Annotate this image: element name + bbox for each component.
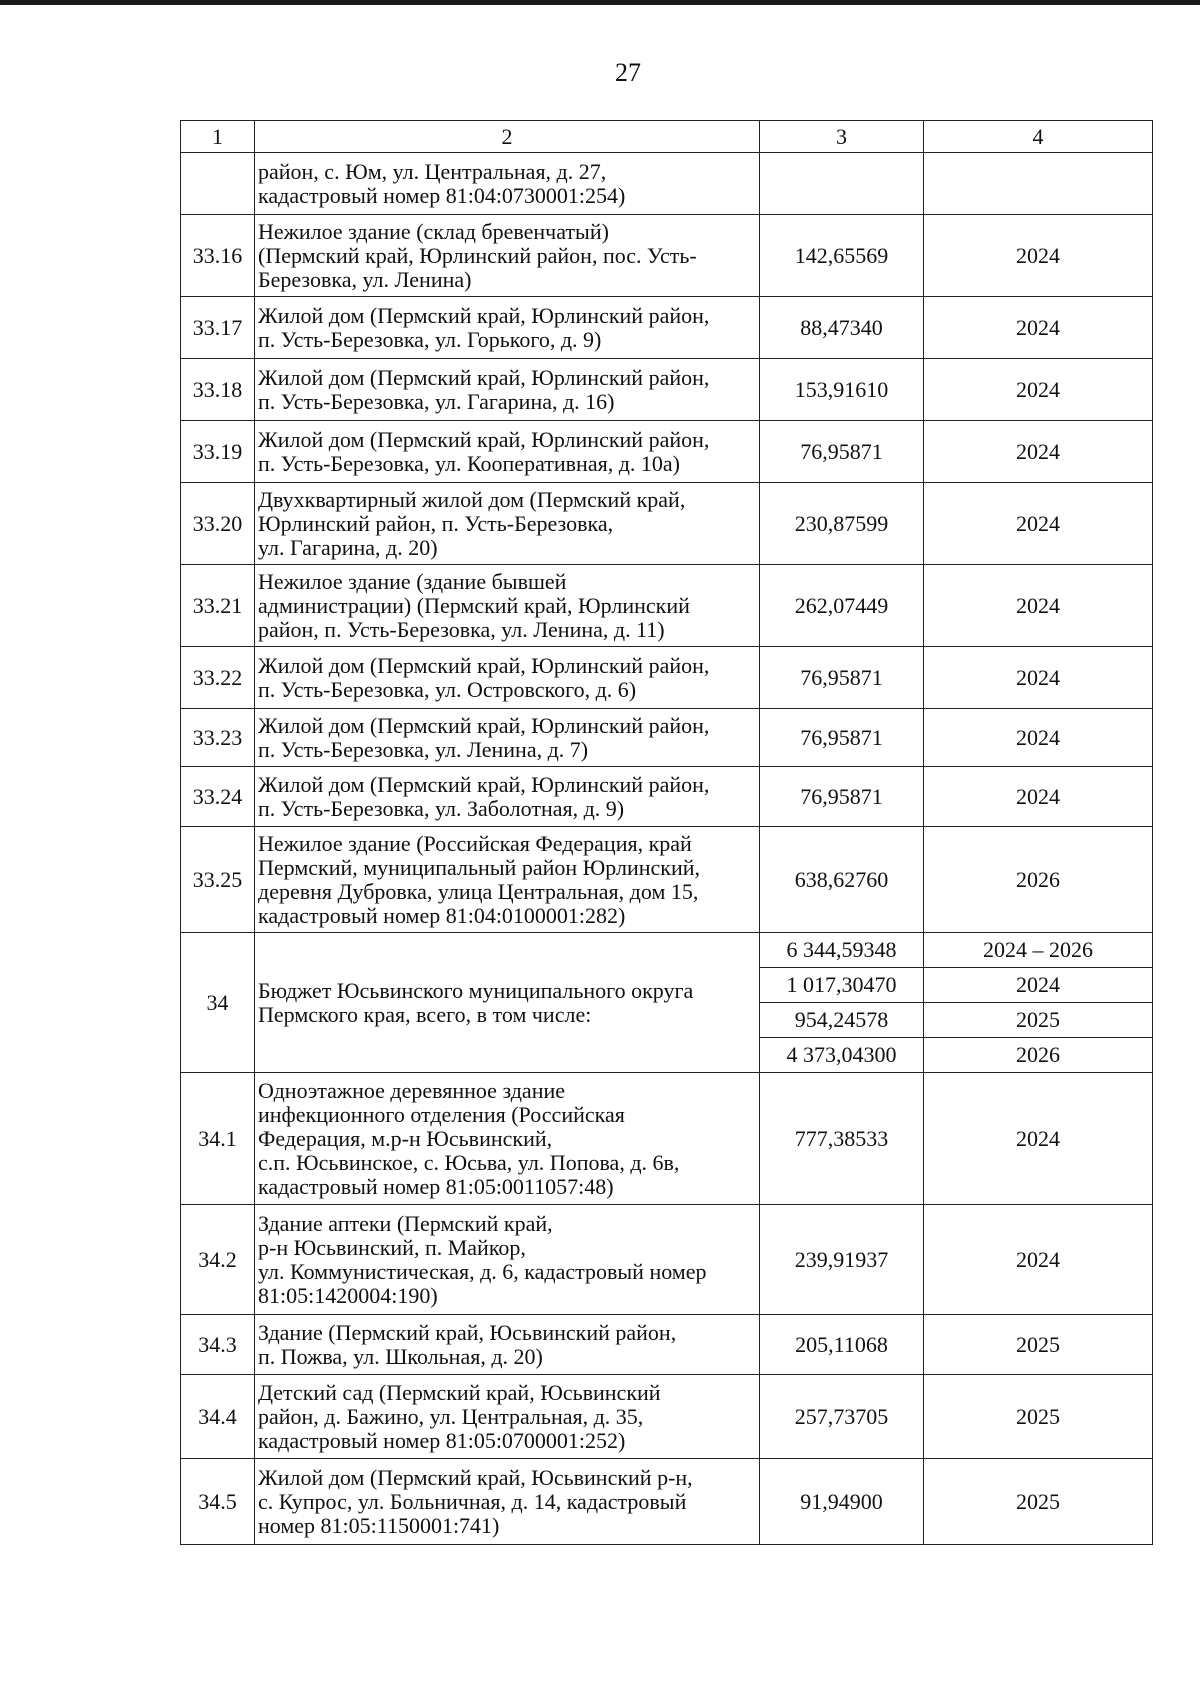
description-line: п. Усть-Березовка, ул. Островского, д. 6) xyxy=(258,676,637,702)
amount-cell: 76,95871 xyxy=(760,767,924,827)
year-cell: 2025 xyxy=(924,1375,1153,1459)
table-row xyxy=(181,709,1153,767)
description-line: с.п. Юсьвинское, с. Юсьва, ул. Попова, д. 6в, xyxy=(258,1149,680,1175)
description-line: кадастровый номер 81:05:0011057:48) xyxy=(258,1173,614,1199)
description-line: кадастровый номер 81:04:0100001:282) xyxy=(258,902,626,928)
row-number: 33.21 xyxy=(181,565,255,647)
description-cell xyxy=(255,153,760,215)
description-line: Детский сад (Пермский край, Юсьвинский xyxy=(258,1379,661,1405)
table-row xyxy=(181,1459,1153,1545)
description-line: администрации) (Пермский край, Юрлинский xyxy=(258,592,690,618)
year-cell: 2024 xyxy=(924,767,1153,827)
header-col-4: 4 xyxy=(924,121,1153,153)
description-cell xyxy=(255,827,760,933)
description-line: п. Усть-Березовка, ул. Ленина, д. 7) xyxy=(258,736,589,762)
description-cell xyxy=(255,359,760,421)
description-line: п. Пожва, ул. Школьная, д. 20) xyxy=(258,1343,543,1369)
row-number: 33.19 xyxy=(181,421,255,483)
table-row xyxy=(181,215,1153,297)
description-line: р-н Юсьвинский, п. Майкор, xyxy=(258,1234,526,1260)
table-row xyxy=(181,1375,1153,1459)
description-cell xyxy=(255,933,760,1073)
description-line: с. Купрос, ул. Больничная, д. 14, кадастровый xyxy=(258,1488,687,1514)
year-cell: 2025 xyxy=(924,1459,1153,1545)
description-line: п. Усть-Березовка, ул. Горького, д. 9) xyxy=(258,326,602,352)
row-number: 33.17 xyxy=(181,297,255,359)
table-row xyxy=(181,647,1153,709)
description-cell xyxy=(255,647,760,709)
amount-cell: 262,07449 xyxy=(760,565,924,647)
table-row xyxy=(181,1205,1153,1315)
table-row xyxy=(181,483,1153,565)
header-col-3: 3 xyxy=(760,121,924,153)
description-line: деревня Дубровка, улица Центральная, дом 15, xyxy=(258,878,699,904)
amount-cell: 91,94900 xyxy=(760,1459,924,1545)
row-number: 33.22 xyxy=(181,647,255,709)
row-number: 33.16 xyxy=(181,215,255,297)
property-table xyxy=(180,120,1153,1545)
description-line: Жилой дом (Пермский край, Юрлинский район, xyxy=(258,302,710,328)
description-line: ул. Коммунистическая, д. 6, кадастровый номер xyxy=(258,1258,707,1284)
description-line: Пермский, муниципальный район Юрлинский, xyxy=(258,854,700,880)
row-number: 33.18 xyxy=(181,359,255,421)
description-line: район, д. Бажино, ул. Центральная, д. 35, xyxy=(258,1403,644,1429)
description-line: Пермского края, всего, в том числе: xyxy=(258,1001,592,1027)
description-line: Жилой дом (Пермский край, Юсьвинский р-н, xyxy=(258,1464,693,1490)
description-cell xyxy=(255,1375,760,1459)
description-cell xyxy=(255,421,760,483)
row-number: 34.4 xyxy=(181,1375,255,1459)
amount-cell xyxy=(760,153,924,215)
year-cell: 2024 xyxy=(924,968,1153,1003)
description-line: п. Усть-Березовка, ул. Заболотная, д. 9) xyxy=(258,795,625,821)
amount-cell: 638,62760 xyxy=(760,827,924,933)
row-number: 34.5 xyxy=(181,1459,255,1545)
description-line: Одноэтажное деревянное здание xyxy=(258,1077,566,1103)
table-row xyxy=(181,153,1153,215)
description-cell xyxy=(255,215,760,297)
description-line: Березовка, ул. Ленина) xyxy=(258,266,472,292)
row-number: 34 xyxy=(181,933,255,1073)
table-row xyxy=(181,1073,1153,1205)
description-line: Жилой дом (Пермский край, Юрлинский район, xyxy=(258,771,710,797)
table-row xyxy=(181,1315,1153,1375)
amount-cell: 6 344,59348 xyxy=(760,933,924,968)
description-line: Юрлинский район, п. Усть-Березовка, xyxy=(258,510,614,536)
amount-cell: 239,91937 xyxy=(760,1205,924,1315)
table-row xyxy=(181,827,1153,933)
year-cell: 2024 xyxy=(924,1073,1153,1205)
year-cell: 2024 xyxy=(924,421,1153,483)
description-line: Здание аптеки (Пермский край, xyxy=(258,1210,553,1236)
year-cell: 2024 xyxy=(924,709,1153,767)
description-line: Нежилое здание (Российская Федерация, край xyxy=(258,830,692,856)
description-cell xyxy=(255,1315,760,1375)
description-line: Жилой дом (Пермский край, Юрлинский район, xyxy=(258,712,710,738)
amount-cell: 954,24578 xyxy=(760,1003,924,1038)
header-row xyxy=(181,121,1153,153)
description-line: 81:05:1420004:190) xyxy=(258,1282,438,1308)
year-cell: 2024 – 2026 xyxy=(924,933,1153,968)
description-cell xyxy=(255,1073,760,1205)
year-cell: 2024 xyxy=(924,359,1153,421)
page-number: 27 xyxy=(615,58,641,87)
description-line: Жилой дом (Пермский край, Юрлинский район, xyxy=(258,652,710,678)
description-cell xyxy=(255,709,760,767)
description-line: Жилой дом (Пермский край, Юрлинский район, xyxy=(258,426,710,452)
description-line: п. Усть-Березовка, ул. Кооперативная, д. 10а) xyxy=(258,450,680,476)
amount-cell: 205,11068 xyxy=(760,1315,924,1375)
amount-cell: 142,65569 xyxy=(760,215,924,297)
header-col-2: 2 xyxy=(255,121,760,153)
amount-cell: 230,87599 xyxy=(760,483,924,565)
year-cell: 2024 xyxy=(924,215,1153,297)
amount-cell: 76,95871 xyxy=(760,647,924,709)
row-number: 33.20 xyxy=(181,483,255,565)
description-cell xyxy=(255,565,760,647)
amount-cell: 76,95871 xyxy=(760,421,924,483)
description-line: Федерация, м.р-н Юсьвинский, xyxy=(258,1125,553,1151)
description-line: п. Усть-Березовка, ул. Гагарина, д. 16) xyxy=(258,388,615,414)
description-cell xyxy=(255,1205,760,1315)
year-cell: 2025 xyxy=(924,1003,1153,1038)
description-cell xyxy=(255,297,760,359)
description-line: кадастровый номер 81:04:0730001:254) xyxy=(258,182,626,208)
description-line: район, с. Юм, ул. Центральная, д. 27, xyxy=(258,158,607,184)
row-number: 34.3 xyxy=(181,1315,255,1375)
year-cell: 2026 xyxy=(924,827,1153,933)
scan-edge-line xyxy=(0,0,1200,5)
row-number: 33.24 xyxy=(181,767,255,827)
row-number: 33.23 xyxy=(181,709,255,767)
description-line: Жилой дом (Пермский край, Юрлинский район, xyxy=(258,364,710,390)
table-row xyxy=(181,767,1153,827)
year-cell: 2024 xyxy=(924,1205,1153,1315)
row-number: 34.1 xyxy=(181,1073,255,1205)
description-line: номер 81:05:1150001:741) xyxy=(258,1512,500,1538)
row-number: 33.25 xyxy=(181,827,255,933)
year-cell: 2025 xyxy=(924,1315,1153,1375)
year-cell: 2024 xyxy=(924,565,1153,647)
amount-cell: 76,95871 xyxy=(760,709,924,767)
amount-cell: 88,47340 xyxy=(760,297,924,359)
table-row xyxy=(181,297,1153,359)
budget-row xyxy=(181,933,1153,968)
table-row xyxy=(181,359,1153,421)
description-line: (Пермский край, Юрлинский район, пос. Усть- xyxy=(258,242,697,268)
amount-cell: 257,73705 xyxy=(760,1375,924,1459)
description-cell xyxy=(255,483,760,565)
year-cell: 2026 xyxy=(924,1038,1153,1073)
amount-cell: 1 017,30470 xyxy=(760,968,924,1003)
description-line: район, п. Усть-Березовка, ул. Ленина, д. 11) xyxy=(258,616,665,642)
row-number xyxy=(181,153,255,215)
year-cell: 2024 xyxy=(924,483,1153,565)
table-row xyxy=(181,565,1153,647)
amount-cell: 153,91610 xyxy=(760,359,924,421)
description-line: Нежилое здание (здание бывшей xyxy=(258,568,567,594)
description-line: кадастровый номер 81:05:0700001:252) xyxy=(258,1427,626,1453)
description-line: инфекционного отделения (Российская xyxy=(258,1101,625,1127)
description-line: Здание (Пермский край, Юсьвинский район, xyxy=(258,1319,677,1345)
year-cell: 2024 xyxy=(924,647,1153,709)
year-cell: 2024 xyxy=(924,297,1153,359)
description-cell xyxy=(255,1459,760,1545)
description-line: ул. Гагарина, д. 20) xyxy=(258,534,438,560)
description-cell xyxy=(255,767,760,827)
amount-cell: 4 373,04300 xyxy=(760,1038,924,1073)
row-number: 34.2 xyxy=(181,1205,255,1315)
description-line: Двухквартирный жилой дом (Пермский край, xyxy=(258,486,686,512)
description-line: Бюджет Юсьвинского муниципального округа xyxy=(258,977,694,1003)
description-line: Нежилое здание (склад бревенчатый) xyxy=(258,218,609,244)
amount-cell: 777,38533 xyxy=(760,1073,924,1205)
table-row xyxy=(181,421,1153,483)
header-col-1: 1 xyxy=(181,121,255,153)
year-cell xyxy=(924,153,1153,215)
